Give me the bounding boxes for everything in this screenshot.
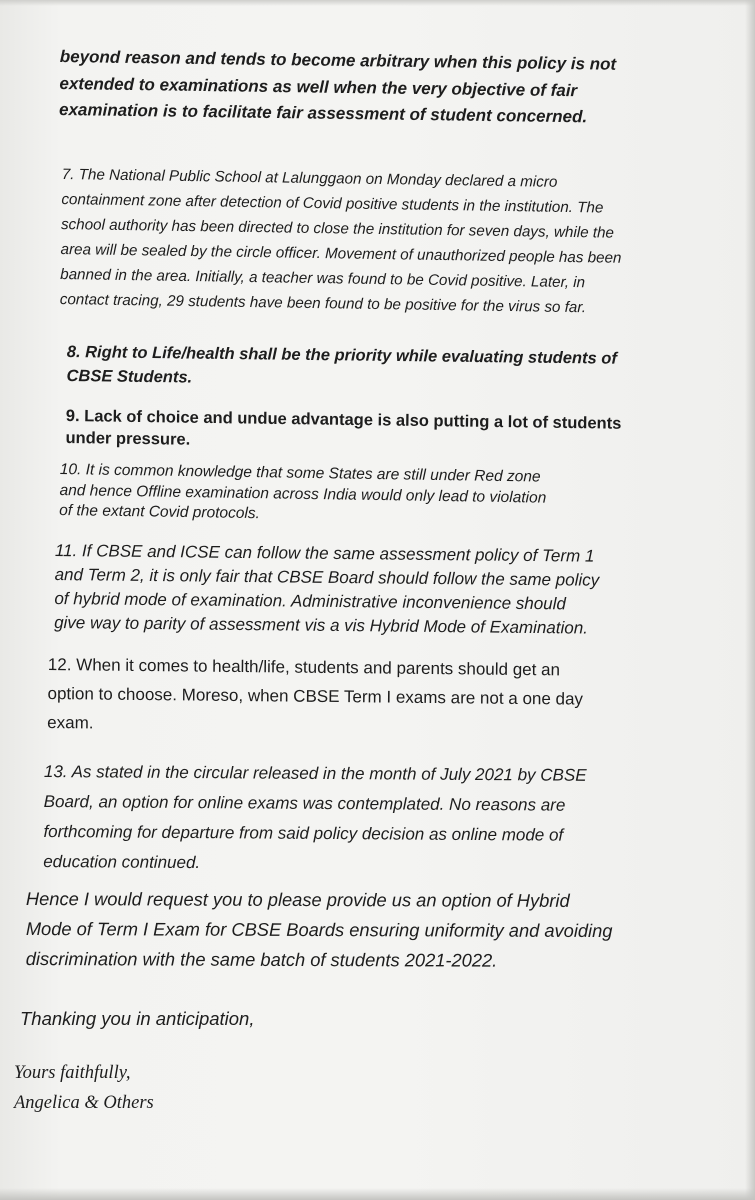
page-shadow-bottom [0, 1188, 755, 1200]
closing-line: Yours faithfully, [14, 1063, 131, 1083]
point-10-paragraph: 10. It is common knowledge that some States are still under Red zone and hence Offline examination across India would only lead to violation of the extant Covid protocols. [59, 460, 547, 523]
signatory-name: Angelica & Others [14, 1093, 154, 1113]
paragraph-continuation: beyond reason and tends to become arbitrary when this policy is not extended to examinations as well when the very objective of fair examination is to facilitate fair assessment of student concerned. [58, 46, 617, 127]
signature-block [14, 1058, 414, 1118]
point-9-paragraph: 9. Lack of choice and undue advantage is also putting a lot of students under pressure. [65, 406, 622, 449]
point-11-paragraph: 11. If CBSE and ICSE can follow the same assessment policy of Term 1 and Term 2, it is only fair that CBSE Board should follow the same policy of hybrid mode of examination. Administrative inconvenience should give way to parity of assessment vis a vis Hybrid Mode of Examination. [54, 540, 600, 638]
thanks-line: Thanking you in anticipation, [20, 1008, 255, 1029]
point-13-paragraph: 13. As stated in the circular released in the month of July 2021 by CBSE Board, an option for online exams was contemplated. No reasons are forthcoming for departure from said policy decision as online mode of education continued. [43, 761, 587, 873]
point-8-paragraph: 8. Right to Life/health shall be the priority while evaluating students of CBSE Students. [66, 342, 617, 387]
point-12-paragraph: 12. When it comes to health/life, students and parents should get an option to choose. Moreso, when CBSE Term I exams are not a one day exam. [47, 654, 584, 733]
page-shadow-right [745, 0, 755, 1200]
point-7-paragraph: 7. The National Public School at Lalunggaon on Monday declared a micro containment zone after detection of Covid positive students in the institution. The school authority has been directed to close the institution for seven days, while the area will be sealed by the circle officer. Movement of unauthorized people has been banned in the area. Initially, a teacher was found to be Covid positive. Later, in contact tracing, 29 students have been found to be positive for the virus so far. [59, 165, 622, 317]
page-shadow-top [0, 0, 755, 6]
request-paragraph: Hence I would request you to please provide us an option of Hybrid Mode of Term I Exam for CBSE Boards ensuring uniformity and avoiding discrimination with the same batch of students 2021-2022. [25, 888, 613, 971]
